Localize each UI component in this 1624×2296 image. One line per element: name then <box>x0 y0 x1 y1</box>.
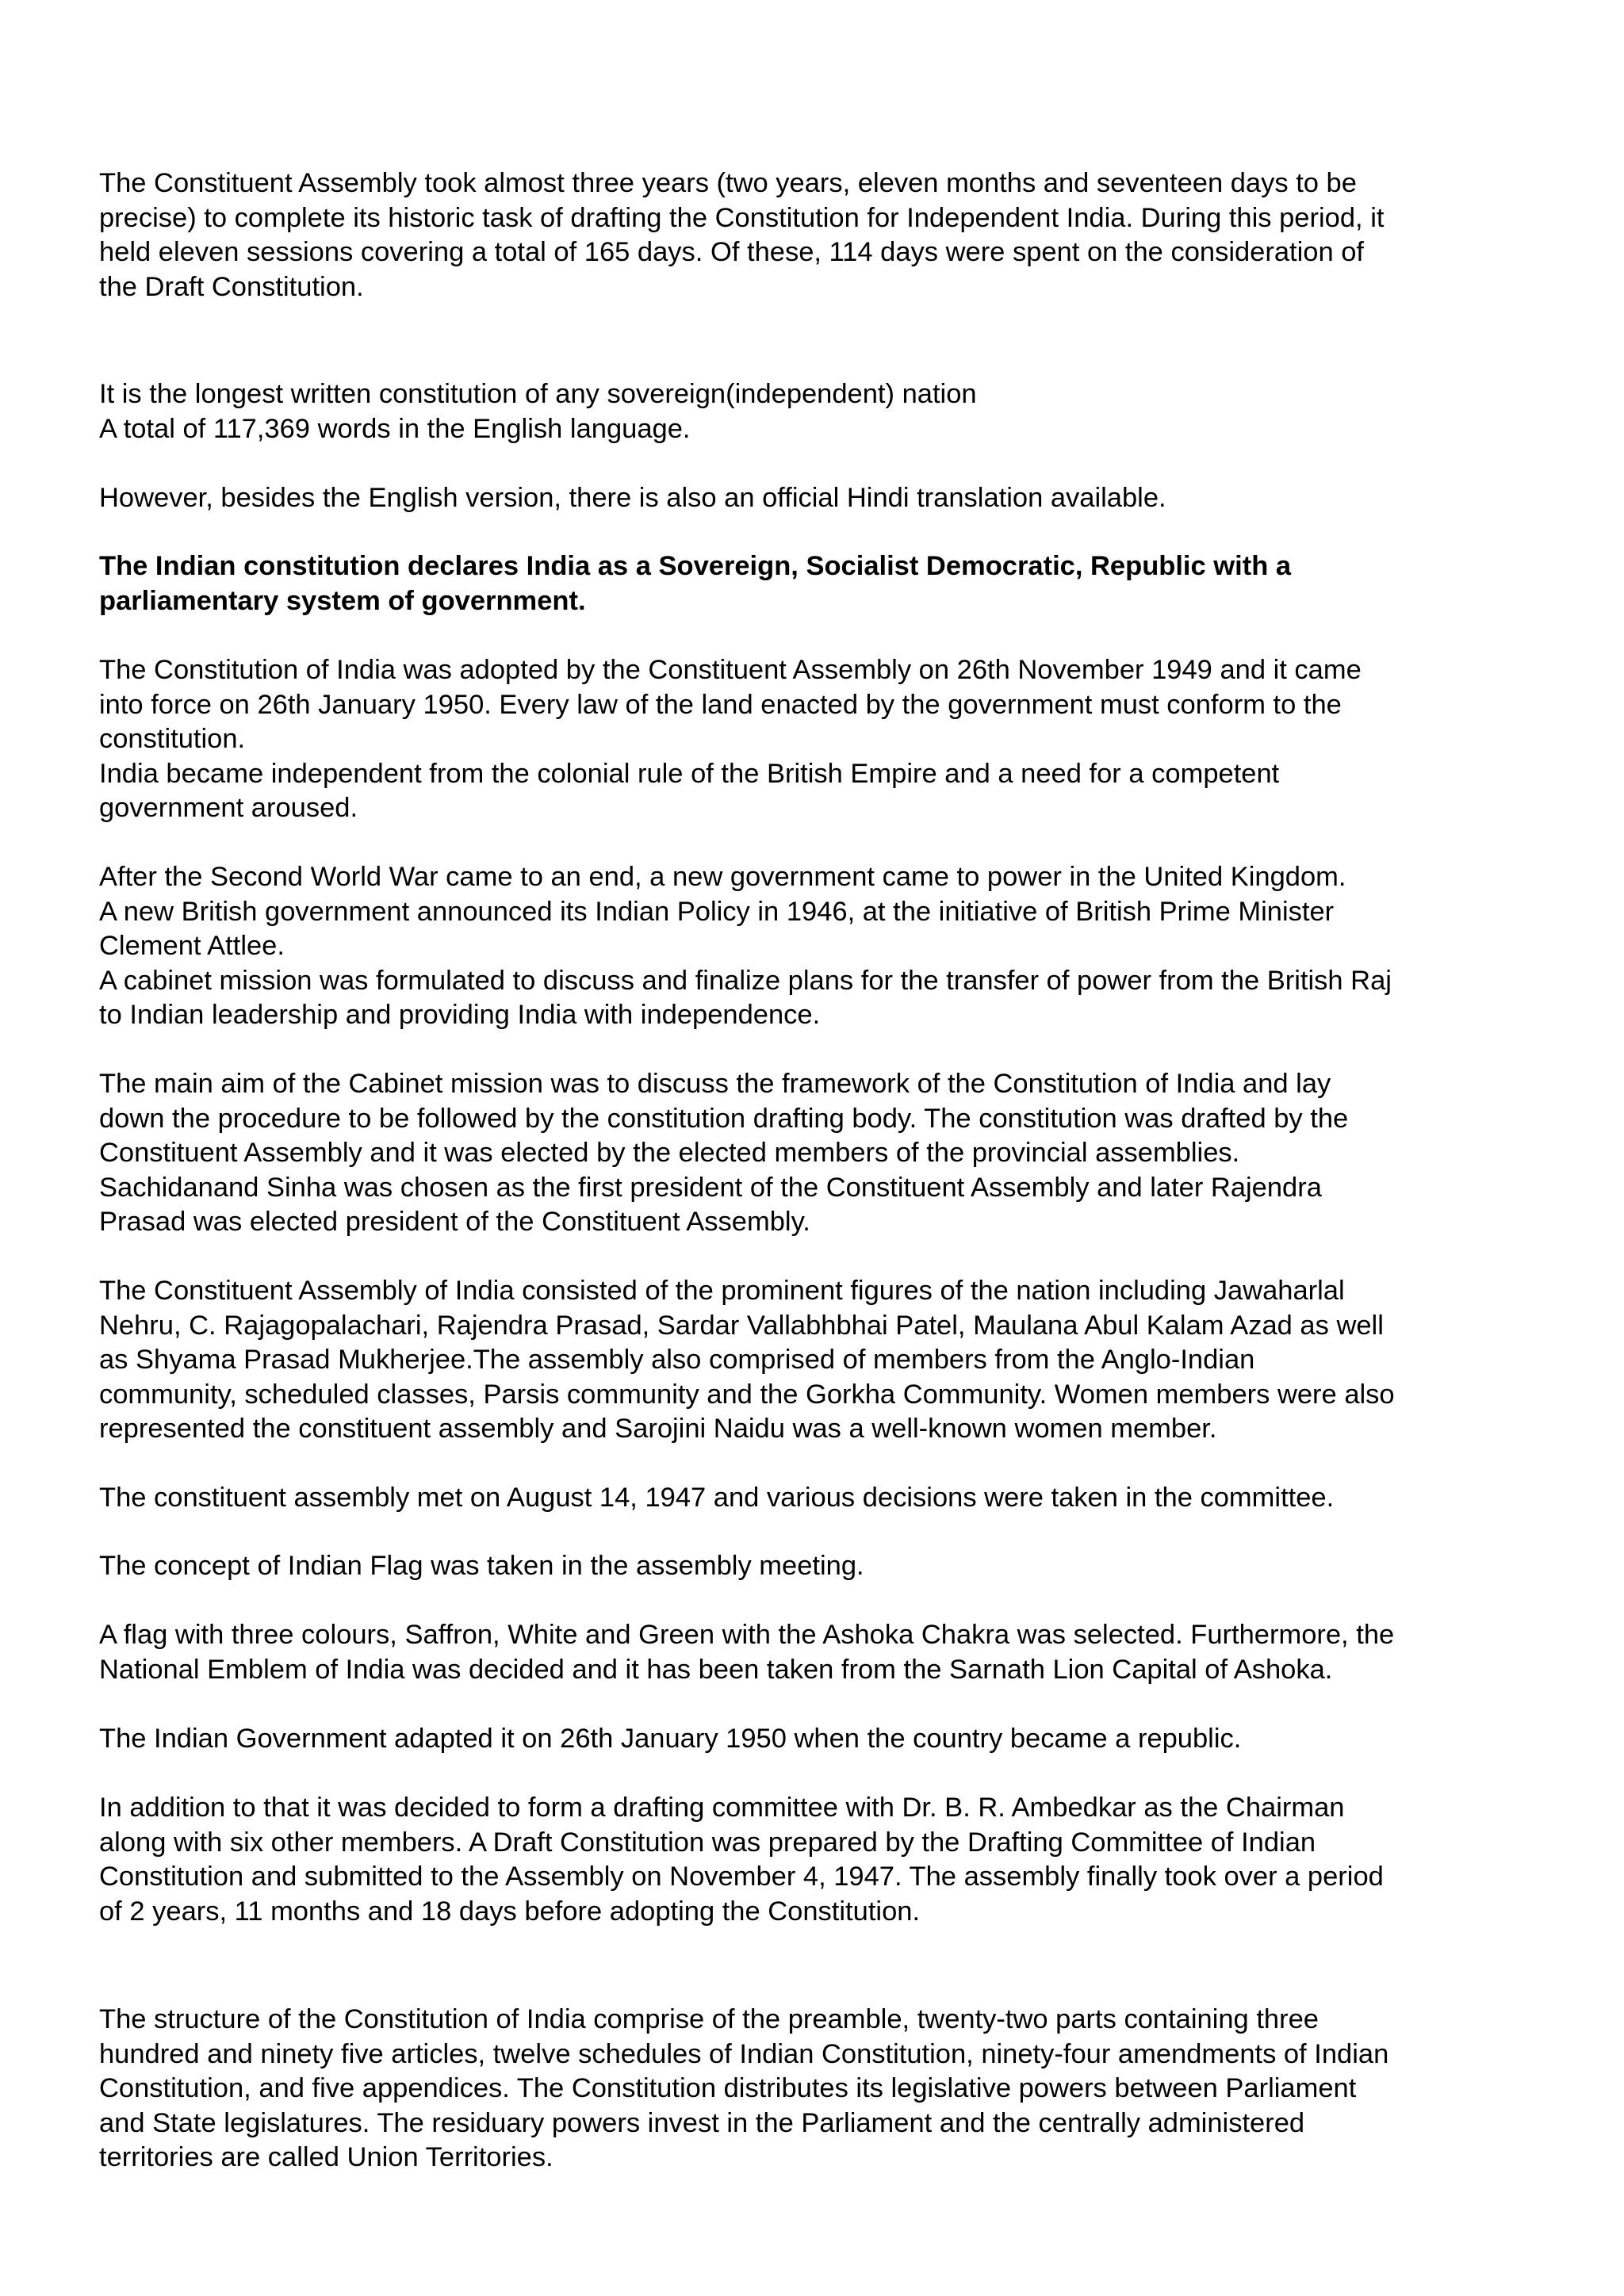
paragraph-drafting-committee <box>99 1791 1558 1929</box>
text-line: territories are called Union Territories. <box>99 2142 553 2172</box>
paragraph-mission-aim <box>99 1067 1558 1240</box>
text-line: Sachidanand Sinha was chosen as the first president of the Constituent Assembly and later Rajendra <box>99 1172 1322 1203</box>
text-line: The concept of Indian Flag was taken in the assembly meeting. <box>99 1551 864 1581</box>
text-line: held eleven sessions covering a total of 165 days. Of these, 114 days were spent on the consideration of <box>99 237 1365 267</box>
paragraph-flag-emblem <box>99 1618 1558 1687</box>
text-line: The constituent assembly met on August 14, 1947 and various decisions were taken in the committee. <box>99 1483 1335 1513</box>
text-line: The Indian constitution declares India as a Sovereign, Socialist Democratic, Republic with a <box>99 551 1292 581</box>
paragraph-republic <box>99 1722 1558 1757</box>
paragraph-cabinet-mission <box>99 860 1558 1033</box>
paragraph-assembly-members <box>99 1274 1558 1447</box>
text-line: down the procedure to be followed by the constitution drafting body. The constitution was drafted by the <box>99 1103 1349 1134</box>
text-line: Nehru, C. Rajagopalachari, Rajendra Prasad, Sardar Vallabhbhai Patel, Maulana Abul Kalam Azad as well <box>99 1310 1384 1341</box>
text-line: The Indian Government adapted it on 26th January 1950 when the country became a republic. <box>99 1724 1242 1754</box>
text-line: Constituent Assembly and it was elected by the elected members of the provincial assemblies. <box>99 1138 1240 1168</box>
text-line: government aroused. <box>99 793 358 823</box>
text-line: The Constituent Assembly took almost three years (two years, eleven months and seventeen days to be <box>99 168 1357 198</box>
text-line: The Constitution of India was adopted by the Constituent Assembly on 26th November 1949 and it came <box>99 655 1362 685</box>
paragraph-assembly-duration <box>99 166 1558 304</box>
text-line: A cabinet mission was formulated to discuss and finalize plans for the transfer of power from the British Raj <box>99 965 1392 996</box>
text-line: The Constituent Assembly of India consisted of the prominent figures of the nation including Jawaharlal <box>99 1276 1345 1306</box>
text-line: In addition to that it was decided to form a drafting committee with Dr. B. R. Ambedkar as the Chairman <box>99 1793 1345 1823</box>
text-line: A new British government announced its Indian Policy in 1946, at the initiative of British Prime Minister <box>99 896 1335 927</box>
paragraph-sovereign-declaration <box>99 549 1558 618</box>
text-line: as Shyama Prasad Mukherjee.The assembly also comprised of members from the Anglo-Indian <box>99 1345 1255 1375</box>
paragraph-hindi-translation <box>99 481 1558 516</box>
text-line: hundred and ninety five articles, twelve schedules of Indian Constitution, ninety-four amendments of Indian <box>99 2038 1389 2069</box>
text-line: After the Second World War came to an end, a new government came to power in the United Kingdom. <box>99 862 1346 892</box>
text-line: Prasad was elected president of the Constituent Assembly. <box>99 1207 810 1237</box>
text-line: into force on 26th January 1950. Every law of the land enacted by the government must conform to the <box>99 689 1342 720</box>
text-line: National Emblem of India was decided and it has been taken from the Sarnath Lion Capital of Ashoka. <box>99 1654 1333 1685</box>
text-line: represented the constituent assembly and Sarojini Naidu was a well-known women member. <box>99 1414 1217 1444</box>
text-line: Constitution, and five appendices. The Constitution distributes its legislative powers between Parliament <box>99 2073 1357 2103</box>
text-line: A flag with three colours, Saffron, White and Green with the Ashoka Chakra was selected. Furthermore, the <box>99 1620 1395 1650</box>
text-line: of 2 years, 11 months and 18 days before adopting the Constitution. <box>99 1896 921 1927</box>
text-line: It is the longest written constitution of any sovereign(independent) nation <box>99 379 977 409</box>
text-line: the Draft Constitution. <box>99 271 364 302</box>
text-line: India became independent from the colonial rule of the British Empire and a need for a competent <box>99 758 1280 789</box>
paragraph-longest-constitution <box>99 377 1558 446</box>
text-line: community, scheduled classes, Parsis community and the Gorkha Community. Women members were also <box>99 1379 1395 1410</box>
text-line: Constitution and submitted to the Assembly on November 4, 1947. The assembly finally took over a period <box>99 1862 1384 1892</box>
text-line: A total of 117,369 words in the English language. <box>99 413 691 444</box>
text-line: along with six other members. A Draft Constitution was prepared by the Drafting Committee of Indian <box>99 1827 1316 1858</box>
text-line: constitution. <box>99 724 246 754</box>
paragraph-adoption <box>99 653 1558 826</box>
paragraph-assembly-meeting <box>99 1481 1558 1516</box>
paragraph-flag-concept <box>99 1549 1558 1584</box>
text-line: Clement Attlee. <box>99 931 285 961</box>
text-line: precise) to complete its historic task of drafting the Constitution for Independent India. During this period, it <box>99 202 1385 233</box>
text-line: The structure of the Constitution of India comprise of the preamble, twenty-two parts containing three <box>99 2004 1319 2034</box>
text-line: parliamentary system of government. <box>99 585 586 616</box>
paragraph-structure <box>99 2003 1558 2175</box>
text-line: However, besides the English version, there is also an official Hindi translation available. <box>99 483 1166 513</box>
text-line: to Indian leadership and providing India with independence. <box>99 1000 821 1030</box>
text-line: The main aim of the Cabinet mission was to discuss the framework of the Constitution of India and lay <box>99 1069 1331 1099</box>
text-line: and State legislatures. The residuary powers invest in the Parliament and the centrally administered <box>99 2107 1305 2138</box>
